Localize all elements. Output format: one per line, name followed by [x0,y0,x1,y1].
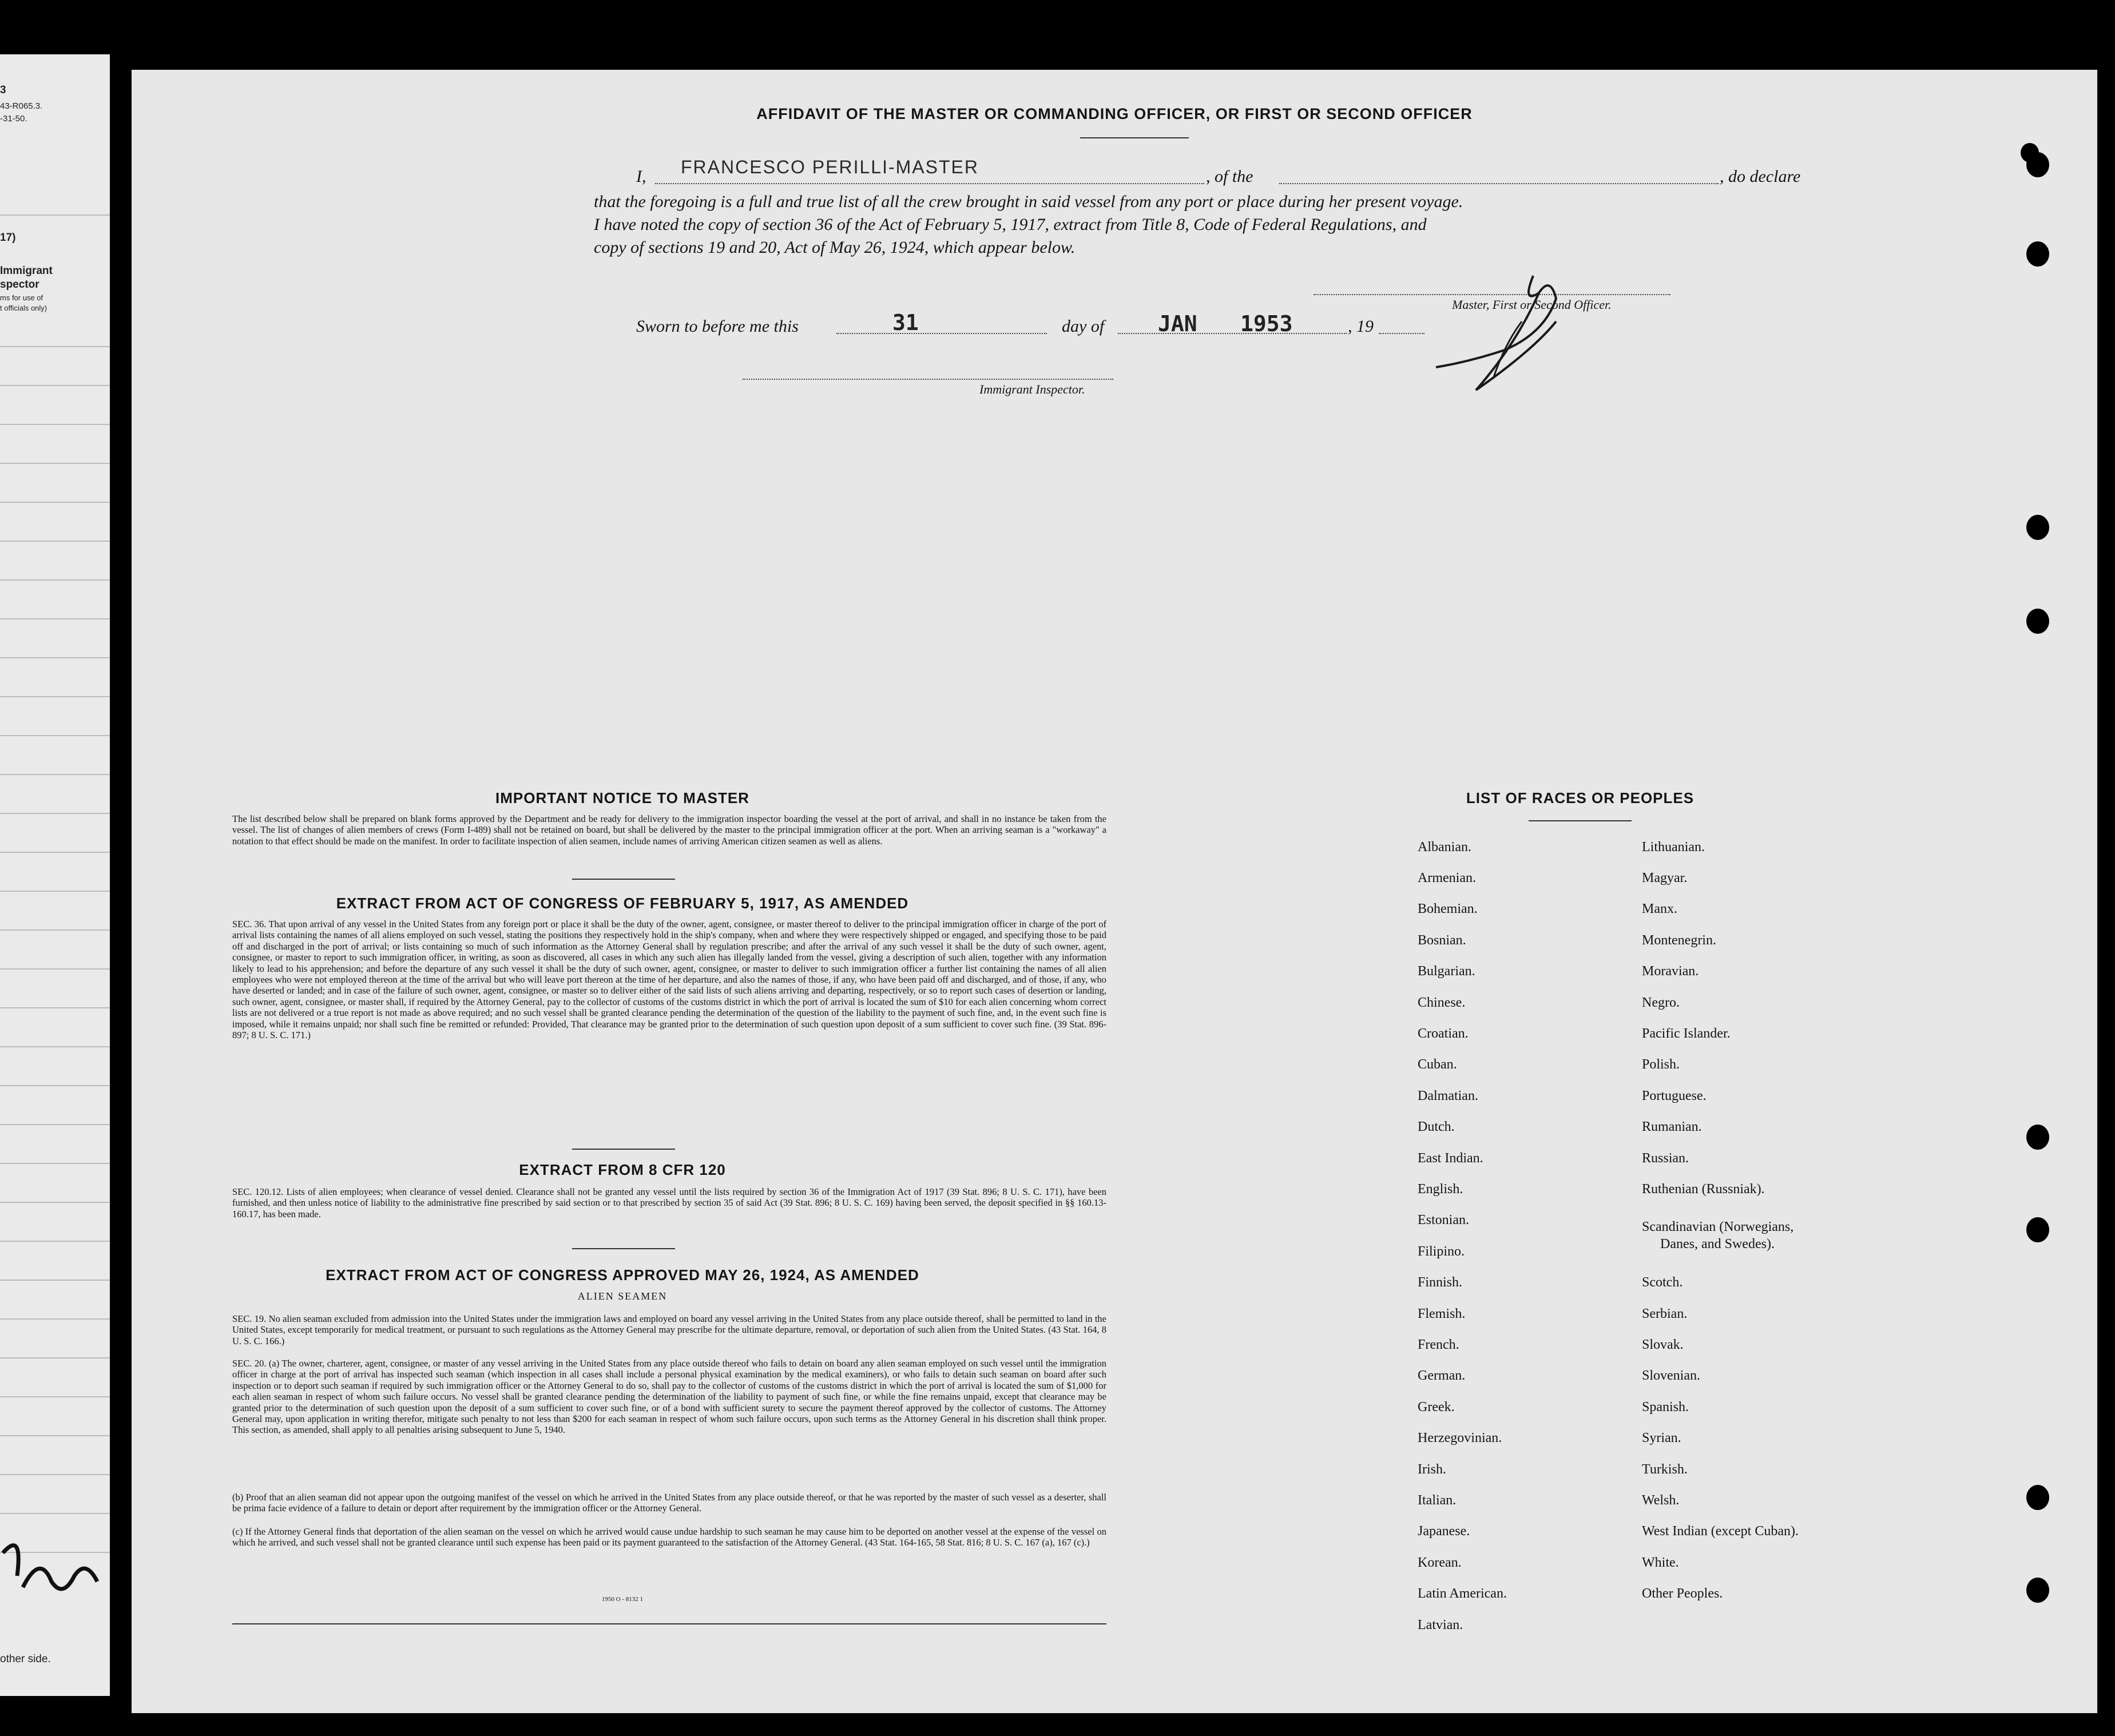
race-item: Estonian. [1418,1213,1469,1227]
punch-hole-icon [2026,1217,2049,1242]
race-item: Scandinavian (Norwegians, [1642,1219,1794,1234]
title-rule [1080,137,1189,138]
race-item: Slovenian. [1642,1368,1700,1383]
left-page-text: spector [0,279,39,291]
race-item: Russian. [1642,1151,1689,1166]
left-page-text: ms for use of [0,293,43,302]
divider [0,1046,110,1047]
race-item: Turkish. [1642,1462,1688,1477]
signature-fragment [0,1519,109,1610]
race-item-continuation: Danes, and Swedes). [1660,1237,1775,1252]
divider [0,968,110,970]
extract-1917-text: SEC. 36. That upon arrival of any vessel in the United States from any foreign port or place it shall be the duty of the owner, agent, consignee, or master thereof to deliver to the principal immigration officer in charge of the port of arrival lists containing the names of all aliens employed on such vessel, stating the positions they respectively hold in the ship's company, when and where they were respectively shipped or engaged, and specifying those to be paid off and discharged in the port of arrival; or lists containing so much of such information as the Attorney General shall by regulation prescribe; and after the arrival of any such vessel it shall be the duty of such owner, agent, consignee, or master to report to such immigration officer, in writing, as soon as discovered, all cases in which any such alien has illegally landed from the vessel, giving a description of such alien, together with any information likely to lead to his apprehension; and before the departure of any such vessel it shall be the duty of such owner, agent, consignee, or master to deliver to such immigration officer a further list containing the names of all alien employees who were not employed thereon at the time of the arrival but who will leave port thereon at the time of her departure, and also the names of those, if any, who have been paid off and discharged, and of those, if any, who have deserted or landed; and in case of the failure of such owner, agent, consignee, or master so to deliver either of the said lists of such aliens arriving and departing, respectively, or so to report such cases of desertion or landing, such owner, agent, consignee, or master shall, if required by the Attorney General, pay to the collector of customs of the customs district in which the port of arrival is located the sum of $10 for each alien concerning whom correct lists are not delivered or a true report is not made as above required; and no such vessel shall be granted clearance pending the determination of the question of the liability to the payment of such fine, and, in the event such fine is imposed, while it remains unpaid; nor shall such fine be remitted or refunded: Provided, That clearance may be granted prior to the determination of such question upon deposit of a sum sufficient to cover such fine. (39 Stat. 896-897; 8 U. S. C. 171.) [232,919,1106,1041]
race-item: Magyar. [1642,871,1688,885]
races-title: LIST OF RACES OR PEOPLES [1466,789,1695,807]
race-item: Manx. [1642,901,1677,916]
section-rule [572,879,675,880]
sworn-day: 31 [892,310,919,335]
race-item: Spanish. [1642,1400,1689,1415]
race-item: Lithuanian. [1642,840,1705,855]
race-item: German. [1418,1368,1466,1383]
affidavit-body-line: copy of sections 19 and 20, Act of May 26, 1924, which appear below. [594,238,1076,257]
punch-hole-icon [2026,515,2049,540]
divider [0,774,110,775]
divider [0,579,110,581]
race-item: Latin American. [1418,1586,1507,1601]
affidavit-body-line: that the foregoing is a full and true list of all the crew brought in said vessel from any port or place during her present voyage. [594,192,1463,211]
race-item: Ruthenian (Russniak). [1642,1182,1765,1197]
race-item: Slovak. [1642,1337,1684,1352]
race-item: Flemish. [1418,1306,1466,1321]
left-page-edge [0,54,110,1696]
left-page-text: 3 [0,84,6,96]
sec-19-text: SEC. 19. No alien seaman excluded from admission into the United States under the immigration laws and employed on board any vessel arriving in the United States from any place outside thereof, shall be permitted to land in the United States, except temporarily for medical treatment, or pursuant to such regulations as the Attorney General may prescribe for the ultimate departure, removal, or deportation of such alien from the United States. (43 Stat. 164, 8 U. S. C. 166.) [232,1313,1106,1346]
race-item: Polish. [1642,1057,1680,1072]
divider [0,346,110,347]
divider [0,1241,110,1242]
divider [0,696,110,697]
race-item: Chinese. [1418,995,1466,1010]
extract-1924-title: EXTRACT FROM ACT OF CONGRESS APPROVED MAY 26, 1924, AS AMENDED [326,1266,919,1284]
left-page-text: 43-R065.3. [0,101,43,111]
punch-hole-icon [2026,1578,2049,1603]
sec-20a-text: SEC. 20. (a) The owner, charterer, agent, consignee, or master of any vessel arriving in the United States from any place outside thereof who fails to detain on board any alien seaman employed on such vessel until the immigration officer in charge at the port of arrival has inspected such seaman (which inspection in all cases shall include a personal physical examination by the medical examiners), or who fails to detain such seaman on board after such inspection or to deport such seaman if required by such immigration officer or the Attorney General to do so, shall pay to the collector of customs of the customs district in which the port of arrival is located the sum of $1,000 for each alien seaman in respect of whom such failure occurs. No vessel shall be granted clearance pending the determination of the liability to payment of such fine, or while the fine remains unpaid, except that clearance may be granted prior to the determination of such question upon the deposit of a sum sufficient to cover such fine, or of a bond with sufficient surety to secure the payment thereof approved by the collector of customs. The Attorney General may, upon application in writing therefor, mitigate such penalty to not less than $200 for each seaman in respect of whom such failure occurs, upon such terms as the Attorney General in his discretion shall think proper. This section, as amended, shall apply to all penalties arising subsequent to June 5, 1940. [232,1358,1106,1436]
extract-1924-subtitle: ALIEN SEAMEN [577,1290,668,1302]
i-label: I, [636,167,646,186]
day-of-label: day of [1062,317,1105,336]
divider [0,385,110,386]
punch-hole-icon [2026,152,2049,177]
race-item: Scotch. [1642,1275,1683,1290]
race-item: Latvian. [1418,1618,1463,1632]
race-item: Bulgarian. [1418,964,1475,979]
nineteen-label: , 19 [1348,317,1374,336]
race-item: East Indian. [1418,1151,1483,1166]
race-item: Other Peoples. [1642,1586,1723,1601]
divider [0,1474,110,1475]
divider [0,214,110,216]
race-item: French. [1418,1337,1459,1352]
race-item: Herzegovinian. [1418,1431,1502,1445]
race-item: West Indian (except Cuban). [1642,1524,1799,1539]
race-item: Portuguese. [1642,1089,1707,1103]
race-item: Greek. [1418,1400,1455,1415]
race-item: Bohemian. [1418,901,1478,916]
printer-note: 1950 O - 8132 1 [601,1596,644,1603]
divider [0,1357,110,1358]
do-declare-label: , do declare [1720,167,1801,186]
divider [0,852,110,853]
divider [0,1202,110,1203]
race-item: Korean. [1418,1555,1462,1570]
race-item: Serbian. [1642,1306,1688,1321]
race-item: Syrian. [1642,1431,1681,1445]
punch-hole-icon [2026,241,2049,267]
affidavit-title: AFFIDAVIT OF THE MASTER OR COMMANDING OFFICER, OR FIRST OR SECOND OFFICER [756,105,1473,122]
divider [0,657,110,658]
master-signature [1419,253,1625,424]
master-name: FRANCESCO PERILLI-MASTER [681,157,979,177]
sworn-label: Sworn to before me this [636,317,799,336]
divider [0,1280,110,1281]
divider [0,929,110,931]
race-item: Japanese. [1418,1524,1470,1539]
left-page-text: -31-50. [0,114,27,124]
notice-title: IMPORTANT NOTICE TO MASTER [495,789,749,807]
left-page-text: other side. [0,1653,51,1665]
divider [0,1396,110,1397]
name-field-line [655,183,1204,184]
bottom-rule [232,1623,1106,1624]
day-field-line [836,333,1047,334]
race-item: Bosnian. [1418,933,1466,948]
divider [0,735,110,736]
affidavit-body-line: I have noted the copy of section 36 of the Act of February 5, 1917, extract from Title 8, Code of Federal Regulations, and [594,215,1427,234]
month-field-line [1118,333,1347,334]
divider [0,1085,110,1086]
divider [0,1513,110,1514]
divider [0,1163,110,1164]
divider [0,1124,110,1125]
vessel-field-line [1279,183,1719,184]
left-page-text: Immigrant [0,265,53,277]
races-title-rule [1529,820,1632,821]
divider [0,1318,110,1320]
section-rule [572,1149,675,1150]
race-item: Finnish. [1418,1275,1463,1290]
divider [0,502,110,503]
divider [0,424,110,425]
race-item: Armenian. [1418,871,1476,885]
divider [0,463,110,464]
punch-hole-icon [2026,1125,2049,1150]
race-item: Dutch. [1418,1119,1455,1134]
race-item: Albanian. [1418,840,1471,855]
inspector-label: Immigrant Inspector. [979,382,1085,396]
divider [0,618,110,619]
left-page-text: 17) [0,232,16,244]
punch-hole-icon [2026,609,2049,634]
sec-20b-text: (b) Proof that an alien seaman did not appear upon the outgoing manifest of the vessel on which he arrived in the United States from any place outside thereof, or that he was reported by the master of such vessel as a deserter, shall be prima facie evidence of a failure to detain or deport after requirement by the immigration officer or the Attorney General. [232,1492,1106,1514]
race-item: Montenegrin. [1642,933,1716,948]
race-item: Irish. [1418,1462,1446,1477]
signer-title: Master, First or Second Officer. [1452,297,1612,312]
divider [0,541,110,542]
race-item: English. [1418,1182,1463,1197]
divider [0,1007,110,1008]
race-item: Rumanian. [1642,1119,1702,1134]
extract-cfr-title: EXTRACT FROM 8 CFR 120 [519,1161,726,1178]
race-item: Dalmatian. [1418,1089,1478,1103]
race-item: Welsh. [1642,1493,1680,1508]
section-rule [572,1248,675,1249]
race-item: Moravian. [1642,964,1699,979]
sworn-month: JAN [1158,311,1197,336]
race-item: Croatian. [1418,1026,1469,1041]
of-the-label: , of the [1206,167,1253,186]
extract-cfr-text: SEC. 120.12. Lists of alien employees; when clearance of vessel denied. Clearance shall not be granted any vessel until the lists required by section 36 of the Immigration Act of 1917 (39 Stat. 896; 8 U. S. C. 171), have been furnished, and then unless notice of liability to the administrative fine prescribed by said section or to that prescribed by section 35 of said Act (39 Stat. 896; 8 U. S. C. 169) having been served, the deposit specified in §§ 160.13-160.17, has been made. [232,1186,1106,1219]
inspector-field-line [743,379,1113,380]
extract-1917-title: EXTRACT FROM ACT OF CONGRESS OF FEBRUARY 5, 1917, AS AMENDED [336,895,909,912]
race-item: Cuban. [1418,1057,1457,1072]
sec-20c-text: (c) If the Attorney General finds that deportation of the alien seaman on the vessel on which he arrived would cause undue hardship to such seaman he may cause him to be deported on another vessel at the expense of the vessel on which he arrived, and such vessel shall not be granted clearance until such expense has been paid or its payment guaranteed to the satisfaction of the Attorney General. (43 Stat. 164-165, 58 Stat. 816; 8 U. S. C. 167 (a), 167 (c).) [232,1526,1106,1548]
left-page-text: t officials only) [0,304,47,312]
race-item: Italian. [1418,1493,1457,1508]
form-page [132,70,2097,1713]
divider [0,1435,110,1436]
race-item: Negro. [1642,995,1680,1010]
notice-text: The list described below shall be prepared on blank forms approved by the Department and be ready for delivery to the immigration inspector boarding the vessel at the port of arrival, and shall in no instance be taken from the vessel. The list of changes of alien members of crews (Form I-489) shall not be retained on board, but shall be delivered by the master to the principal immigration officer at the port. When an arriving seaman is a "workaway" a notation to that effect should be made on the manifest. In order to facilitate inspection of alien seamen, include names of arriving American citizen seamen as well as aliens. [232,813,1106,847]
race-item: Filipino. [1418,1244,1465,1259]
year-field-line [1379,333,1424,334]
divider [0,813,110,814]
sworn-year: 1953 [1240,311,1293,336]
race-item: Pacific Islander. [1642,1026,1731,1041]
punch-hole-icon [2026,1485,2049,1510]
divider [0,891,110,892]
race-item: White. [1642,1555,1679,1570]
